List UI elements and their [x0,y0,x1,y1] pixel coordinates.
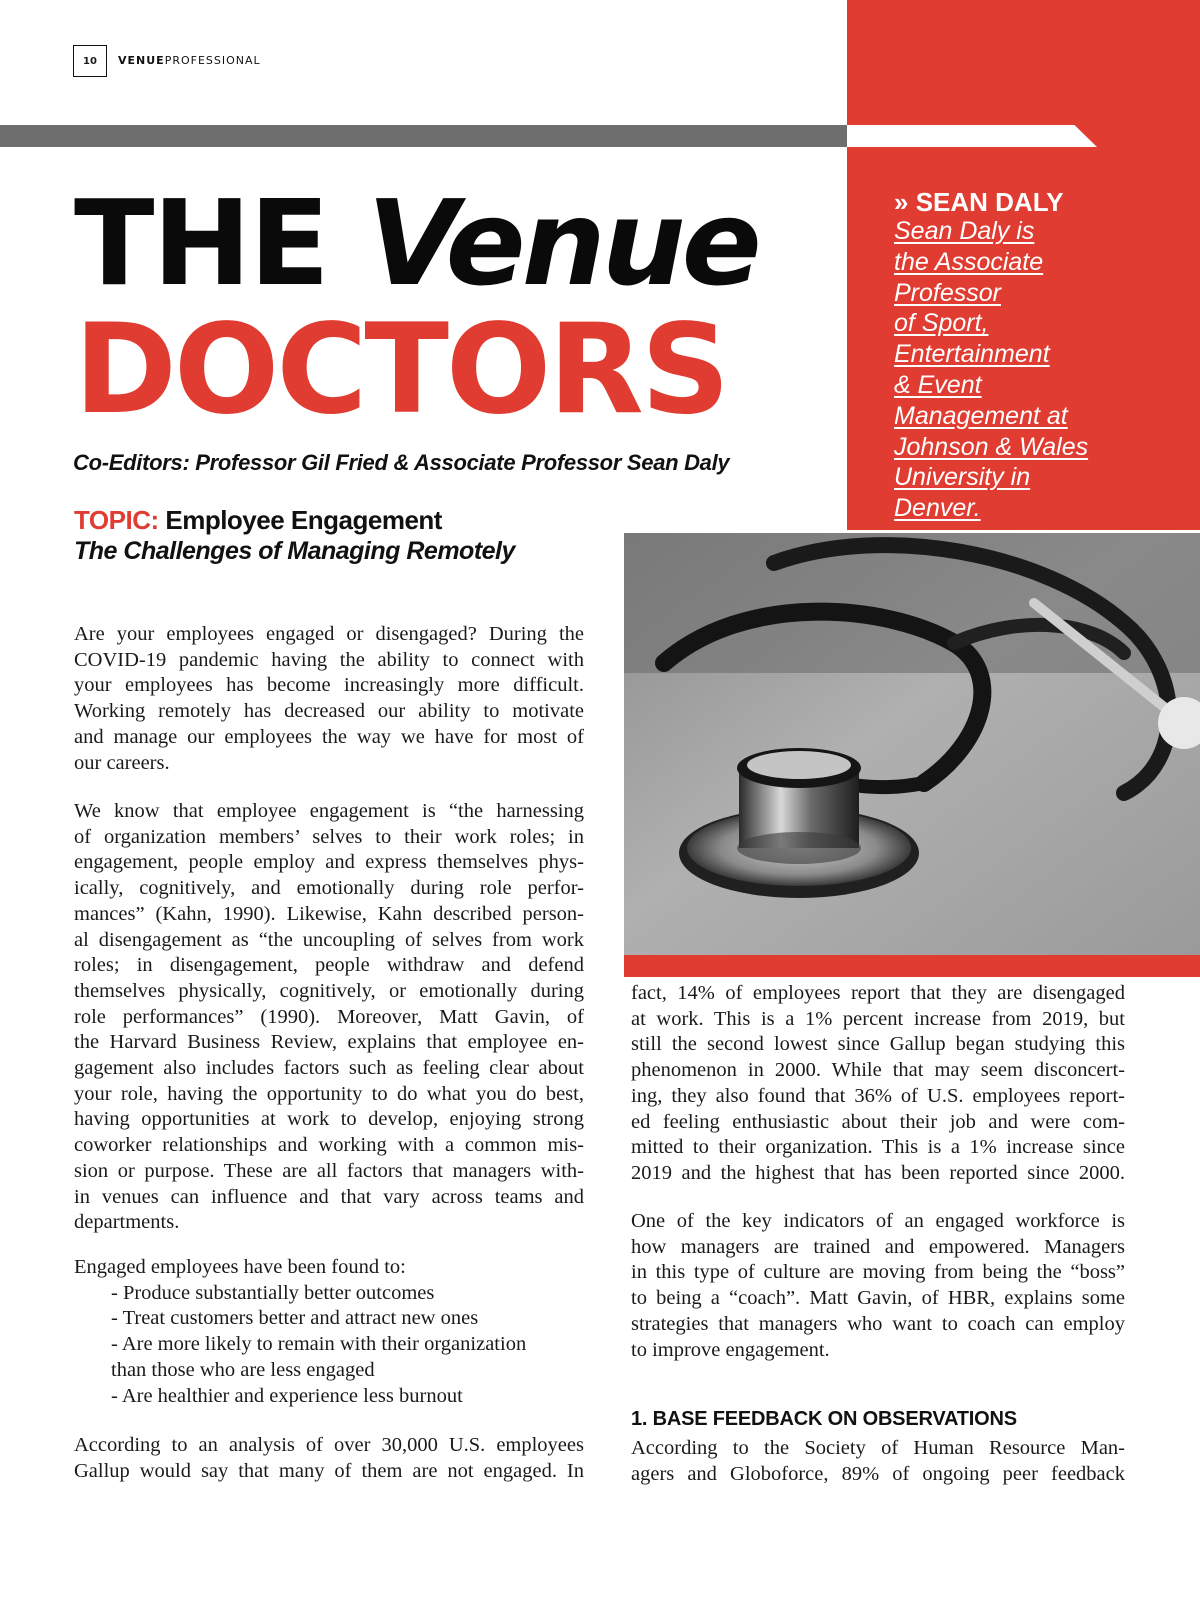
author-bio-line: the Associate [894,247,1044,276]
text-line: 2019 and the highest that has been reported since 2000. [631,1161,1125,1184]
topic-label: TOPIC: [74,505,159,535]
header-divider-bar [0,125,848,147]
text-line: sion or purpose. These are all factors that managers with- [74,1159,584,1182]
text-line: how managers are trained and empowered. Managers [631,1235,1125,1258]
text-line: departments. [74,1211,180,1234]
masthead-regular: PROFESSIONAL [164,54,261,67]
list-item: - Produce substantially better outcomes [111,1281,435,1304]
title-the: THE [74,174,367,312]
author-bio[interactable] [894,216,1134,524]
list-item: - Are healthier and experience less burnout [111,1384,463,1407]
article-paragraph [74,622,584,776]
article-paragraph [631,981,1125,1187]
author-bio-line: Sean Daly is [894,217,1035,245]
list-item [74,1332,584,1358]
title-venue: Venue [366,174,758,312]
author-bio-line: Entertainment [894,340,1050,369]
stethoscope-photo [624,533,1200,957]
topic-heading [74,505,442,536]
article-paragraph [74,1433,584,1484]
text-line: your role, having the opportunity to do what you do best, [74,1082,584,1105]
chevron-right-icon: » [894,187,909,217]
list-item-text: - Are more likely to remain with their organization [111,1333,527,1356]
text-line: Gallup would say that many of them are not engaged. In [74,1459,584,1482]
list-item: - Treat customers better and attract new ones [111,1307,479,1330]
page-title-line-2: DOCTORS [74,298,728,442]
author-bio-line: Management at [894,401,1068,430]
text-line: roles; in disengagement, people withdraw and defend [74,954,584,977]
page-number: 10 [73,45,107,77]
text-line: ed feeling enthusiastic about their job and were com- [631,1110,1125,1133]
text-line: in this type of culture are moving from being the “boss” [631,1261,1125,1284]
text-line: in venues can influence and that vary across teams and [74,1185,584,1208]
text-line: agers and Globoforce, 89% of ongoing peer feedback [631,1462,1125,1485]
author-bio-line: of Sport, [894,309,989,338]
text-line: Working remotely has decreased our ability to motivate [74,700,584,723]
text-line: phenomenon in 2000. While that may seem disconcert- [631,1059,1125,1082]
text-line: having opportunities at work to develop, enjoying strong [74,1108,584,1131]
text-line: the Harvard Business Review, explains that employee en- [74,1031,584,1054]
author-name-text: SEAN DALY [908,187,1064,217]
text-line: COVID-19 pandemic having the ability to connect with [74,648,584,671]
header-divider-tab [847,125,1097,147]
text-line: coworker relationships and working with a common mis- [74,1134,584,1157]
stethoscope-icon [624,533,1200,957]
author-bio-line: Johnson & Wales [894,432,1089,461]
text-line: ically, cognitively, and emotionally during role perfor- [74,877,584,900]
engagement-list [74,1255,584,1409]
text-line: One of the key indicators of an engaged workforce is [631,1210,1125,1232]
text-line: strategies that managers who want to coach can employ [631,1312,1125,1335]
text-line: We know that employee engagement is “the harnessing [74,800,584,822]
article-subtitle: The Challenges of Managing Remotely [74,537,515,565]
article-paragraph [631,1209,1125,1363]
masthead [118,54,261,67]
text-line: role performances” (1990). Moreover, Matt Gavin, of [74,1005,584,1028]
text-line: to being a “coach”. Matt Gavin, of HBR, explains some [631,1287,1125,1310]
text-line: mitted to their organization. This is a 1% increase since [631,1136,1125,1159]
text-line: Are your employees engaged or disengaged? During the [74,623,584,645]
co-editors-byline: Co-Editors: Professor Gil Fried & Associate Professor Sean Daly [73,450,730,475]
list-item: than those who are less engaged [111,1358,375,1381]
author-name [894,187,1064,218]
article-paragraph [74,799,584,1236]
text-line: still the second lowest since Gallup began studying this [631,1033,1125,1056]
masthead-bold: VENUE [118,54,165,67]
author-bio-line: & Event [894,370,982,399]
author-bio-line: Professor [894,278,1001,307]
page-title-line-1 [74,174,758,312]
text-line: of organization members’ selves to their work roles; in [74,825,584,848]
text-line: ing, they also found that 36% of U.S. employees report- [631,1084,1125,1107]
text-line: engagement, people employ and express themselves phys- [74,851,584,874]
text-line: your employees has become increasingly more difficult. [74,674,584,697]
text-line: al disengagement as “the uncoupling of selves from work [74,928,584,951]
section-heading: 1. BASE FEEDBACK ON OBSERVATIONS [631,1408,1017,1430]
text-line: According to the Society of Human Resource Man- [631,1437,1125,1459]
text-line: and manage our employees the way we have for most of [74,725,584,748]
text-line: at work. This is a 1% percent increase from 2019, but [631,1007,1125,1030]
article-paragraph [631,1436,1125,1487]
text-line: mances” (Kahn, 1990). Likewise, Kahn described person- [74,902,584,925]
topic-text: Employee Engagement [158,505,442,535]
text-line: themselves physically, cognitively, or emotionally during [74,979,584,1002]
author-bio-line: Denver. [894,494,981,523]
text-line: our careers. [74,751,170,774]
list-intro: Engaged employees have been found to: [74,1256,406,1278]
text-line: fact, 14% of employees report that they are disengaged [631,982,1125,1004]
text-line: According to an analysis of over 30,000 U.S. employees [74,1434,584,1456]
text-line: gagement also includes factors such as feeling clear about [74,1057,584,1080]
photo-accent-strip [624,955,1200,977]
author-bio-line: University in [894,463,1031,492]
text-line: to improve engagement. [631,1338,830,1361]
